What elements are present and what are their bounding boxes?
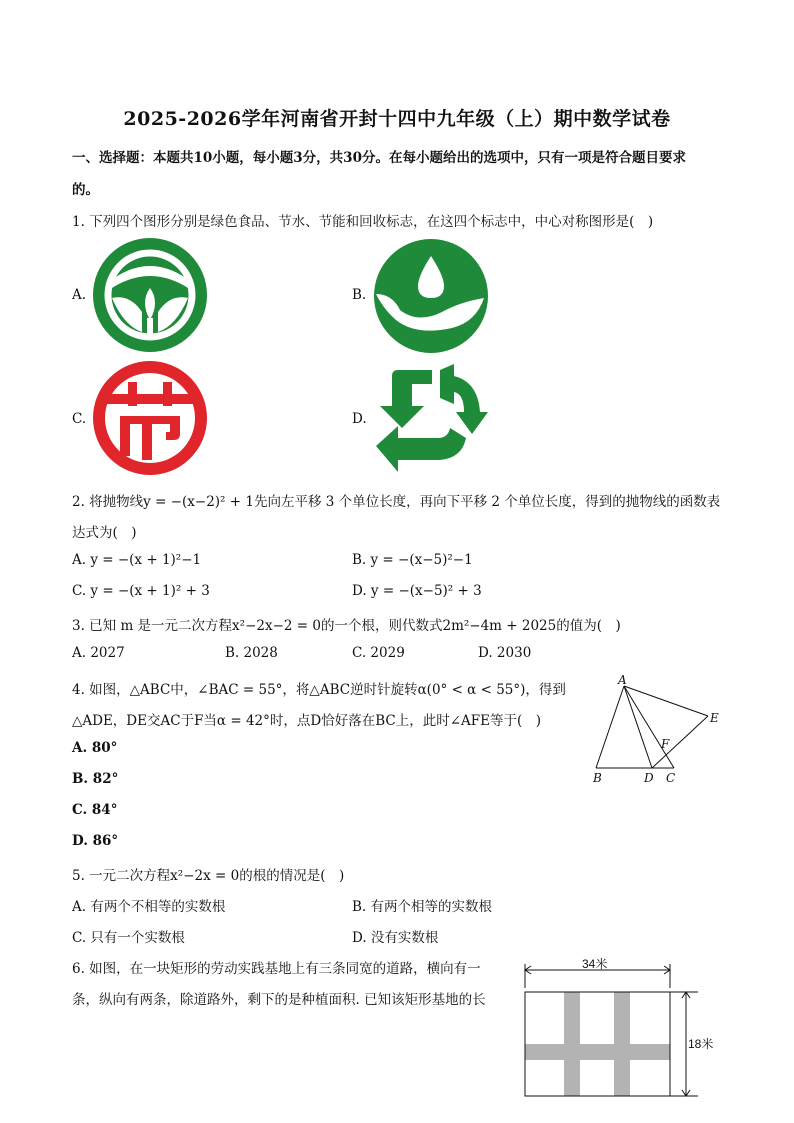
q3-option-b: B. 2028: [225, 645, 278, 661]
q2-option-b: B. y = −(x−5)²−1: [352, 552, 473, 568]
point-label-e: E: [710, 711, 719, 725]
q5-option-b: B. 有两个相等的实数根: [352, 899, 493, 915]
point-label-a: A: [618, 674, 627, 687]
q5-option-c: C. 只有一个实数根: [72, 930, 185, 946]
section-header-line1: 一、选择题：本题共10小题，每小题3分，共30分。在每小题给出的选项中，只有一项是符合题目要求: [72, 150, 686, 166]
height-label: 18米: [688, 1037, 714, 1051]
green-food-logo-icon: [90, 236, 210, 354]
section-header-line2: 的。: [72, 182, 99, 198]
q1-option-b-label: B.: [352, 287, 367, 303]
water-saving-logo-icon: [372, 238, 490, 354]
q2-option-a: A. y = −(x + 1)²−1: [72, 552, 202, 568]
q1-option-d-label: D.: [352, 411, 367, 427]
point-label-c: C: [666, 771, 676, 785]
q6-stem-line2: 条，纵向有两条，除道路外，剩下的是种植面积. 已知该矩形基地的长: [72, 992, 486, 1008]
q2-stem-line1: 2. 将抛物线y = −(x−2)² + 1先向左平移 3 个单位长度，再向下平移 2 个单位长度，得到的抛物线的函数表: [72, 494, 721, 510]
point-label-f: F: [661, 737, 670, 751]
q5-stem: 5. 一元二次方程x²−2x = 0的根的情况是( ): [72, 868, 345, 884]
width-label: 34米: [582, 957, 608, 971]
q4-option-a: A. 80°: [72, 740, 118, 756]
page-title: 2025-2026学年河南省开封十四中九年级（上）期中数学试卷: [123, 108, 671, 130]
q6-stem-line1: 6. 如图，在一块矩形的劳动实践基地上有三条同宽的道路，横向有一: [72, 961, 481, 977]
q4-stem-line1: 4. 如图，△ABC中，∠BAC = 55°，将△ABC逆时针旋转α(0° < α < 55°)，得到: [72, 682, 566, 698]
q2-option-d: D. y = −(x−5)² + 3: [352, 583, 482, 599]
q4-option-c: C. 84°: [72, 802, 118, 818]
point-label-b: B: [593, 771, 602, 785]
recycle-logo-icon: [368, 362, 490, 476]
q2-stem-line2: 达式为( ): [72, 525, 137, 541]
q3-stem: 3. 已知 m 是一元二次方程x²−2x−2 = 0的一个根，则代数式2m²−4m + 2025的值为( ): [72, 618, 621, 634]
q5-option-a: A. 有两个不相等的实数根: [72, 899, 226, 915]
q1-option-c-label: C.: [72, 411, 87, 427]
q4-stem-line2: △ADE，DE交AC于F当α = 42°时，点D恰好落在BC上，此时∠AFE等于( ): [72, 713, 542, 729]
q3-option-d: D. 2030: [478, 645, 532, 661]
energy-saving-logo-icon: [90, 360, 210, 476]
q5-option-d: D. 没有实数根: [352, 930, 439, 946]
q6-field-figure: [520, 956, 726, 1098]
q4-triangle-figure: [588, 674, 724, 786]
q3-option-a: A. 2027: [72, 645, 125, 661]
q1-option-a-label: A.: [72, 287, 87, 303]
q2-option-c: C. y = −(x + 1)² + 3: [72, 583, 210, 599]
q4-option-b: B. 82°: [72, 771, 119, 787]
point-label-d: D: [644, 771, 654, 785]
q4-option-d: D. 86°: [72, 833, 119, 849]
q1-stem: 1. 下列四个图形分别是绿色食品、节水、节能和回收标志，在这四个标志中，中心对称图形是( ): [72, 214, 654, 230]
q3-option-c: C. 2029: [352, 645, 405, 661]
